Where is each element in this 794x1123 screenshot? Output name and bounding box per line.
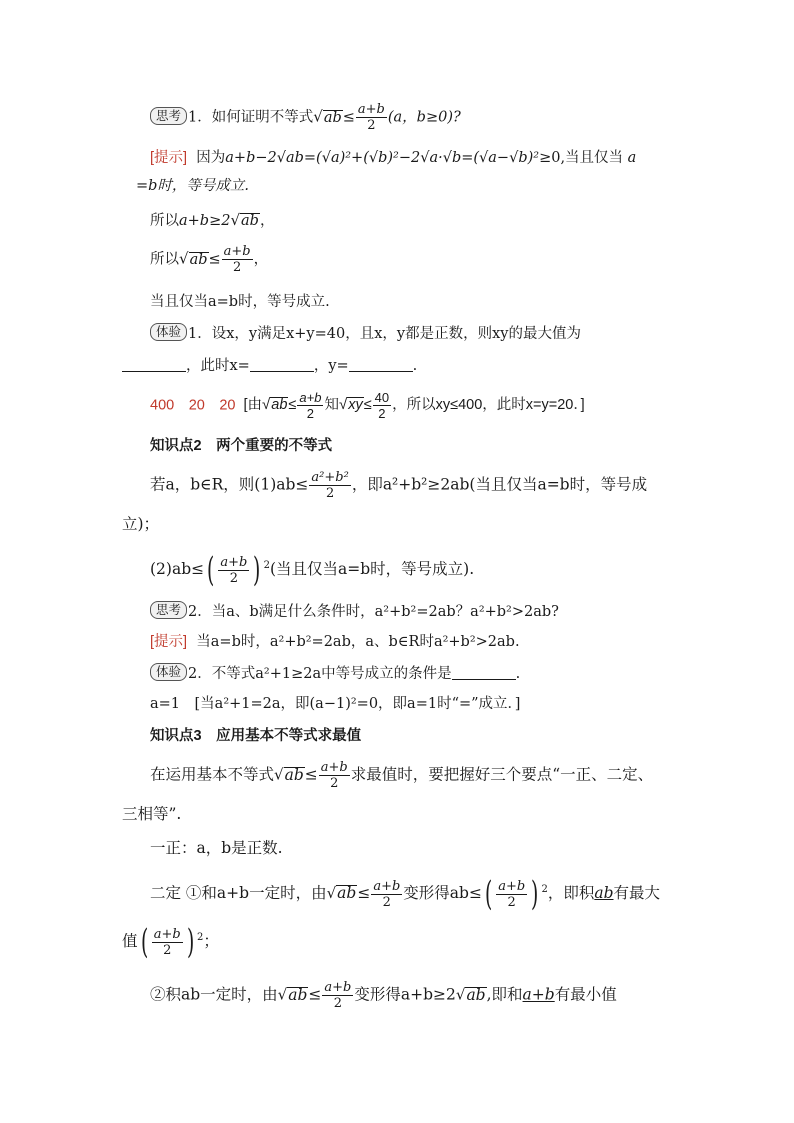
rule-one: 一正：a，b是正数. xyxy=(150,839,283,857)
hint-2: [提示] 当a=b时，a²+b²=2ab，a、b∈R时a²+b²>2ab. xyxy=(150,634,520,650)
experience-1-blanks: ，此时x= ，y= . xyxy=(122,352,417,380)
inequality-1: 若a，b∈R，则(1)ab≤ $\frac{\text{a²+b²}}{2}$ ，即a²+b²≥2ab(当且仅当a=b时，等号成 xyxy=(150,470,648,501)
answer-blank xyxy=(122,357,186,372)
experience-tag: 体验 xyxy=(150,663,187,681)
answer-1: 400 20 20 [由√ab≤ $\frac{a+b}{2}$ 知√xy≤ $\frac{40}{2}$ ，所以xy≤400，此时x=y=20．] xyxy=(150,390,585,421)
inequality-2: (2)ab≤( $\frac{a+b}{2}$ ) $^2$(当且仅当a=b时，等号成立). xyxy=(150,550,475,591)
question-2: 思考 2．当a、b满足什么条件时，a²+b²=2ab？a²+b²>2ab? xyxy=(150,598,559,626)
apply-text: 在运用基本不等式√ab≤ $\frac{a+b}{2}$ 求最值时，要把握好三个要点“一正、二定、 xyxy=(150,760,654,791)
experience-tag: 体验 xyxy=(150,323,187,341)
inequality-1-wrap: 立)； xyxy=(122,515,160,533)
think-tag: 思考 xyxy=(150,107,187,125)
hint-1-line-2: =b时，等号成立. xyxy=(136,178,250,194)
answer-blank xyxy=(452,665,516,680)
answer-2: a=1 [当a²+1=2a，即(a−1)²=0，即a=1时“=”成立．] xyxy=(150,696,521,712)
hint-tag: [提示] xyxy=(150,150,188,166)
knowledge-point-3-title: 知识点3 应用基本不等式求最值 xyxy=(150,728,362,744)
experience-1: 体验 1．设x，y满足x+y=40，且x，y都是正数，则xy的最大值为 xyxy=(150,320,581,348)
apply-text-wrap: 三相等”. xyxy=(122,805,182,823)
hint-1-line-1: [提示] 因为a+b−2√ab=(√a)²+(√b)²−2√a·√b=(√a−√b)²≥0,当且仅当 a xyxy=(150,150,637,166)
answer-blank xyxy=(349,357,413,372)
rule-two: 二定 ①和a+b一定时，由√ab≤ $\frac{a+b}{2}$ 变形得ab≤( $\frac{a+b}{2}$ ) $^2$，即积ab有最大 xyxy=(150,874,661,915)
hint-1-line-3: 所以a+b≥2√ab， xyxy=(150,211,275,229)
hint-1-line-5: 当且仅当a=b时，等号成立. xyxy=(150,294,330,310)
fraction: $\frac{a+b}{2}$ xyxy=(357,102,385,133)
think-tag: 思考 xyxy=(150,601,187,619)
experience-2: 体验 2．不等式a²+1≥2a中等号成立的条件是 . xyxy=(150,660,520,688)
hint-1-line-4: 所以√ab≤ $\frac{a+b}{2}$ ， xyxy=(150,244,269,275)
answer-blank xyxy=(250,357,314,372)
rule-two-wrap: 值( $\frac{a+b}{2}$ ) $^2$； xyxy=(122,922,219,963)
question-1: 思考 1．如何证明不等式√ab≤ $\frac{a+b}{2}$ (a，b≥0)? xyxy=(150,102,461,133)
knowledge-point-2-title: 知识点2 两个重要的不等式 xyxy=(150,438,333,454)
rule-three: ②积ab一定时，由√ab≤ $\frac{a+b}{2}$ 变形得a+b≥2√ab,即和a+b有最小值 xyxy=(150,980,617,1011)
